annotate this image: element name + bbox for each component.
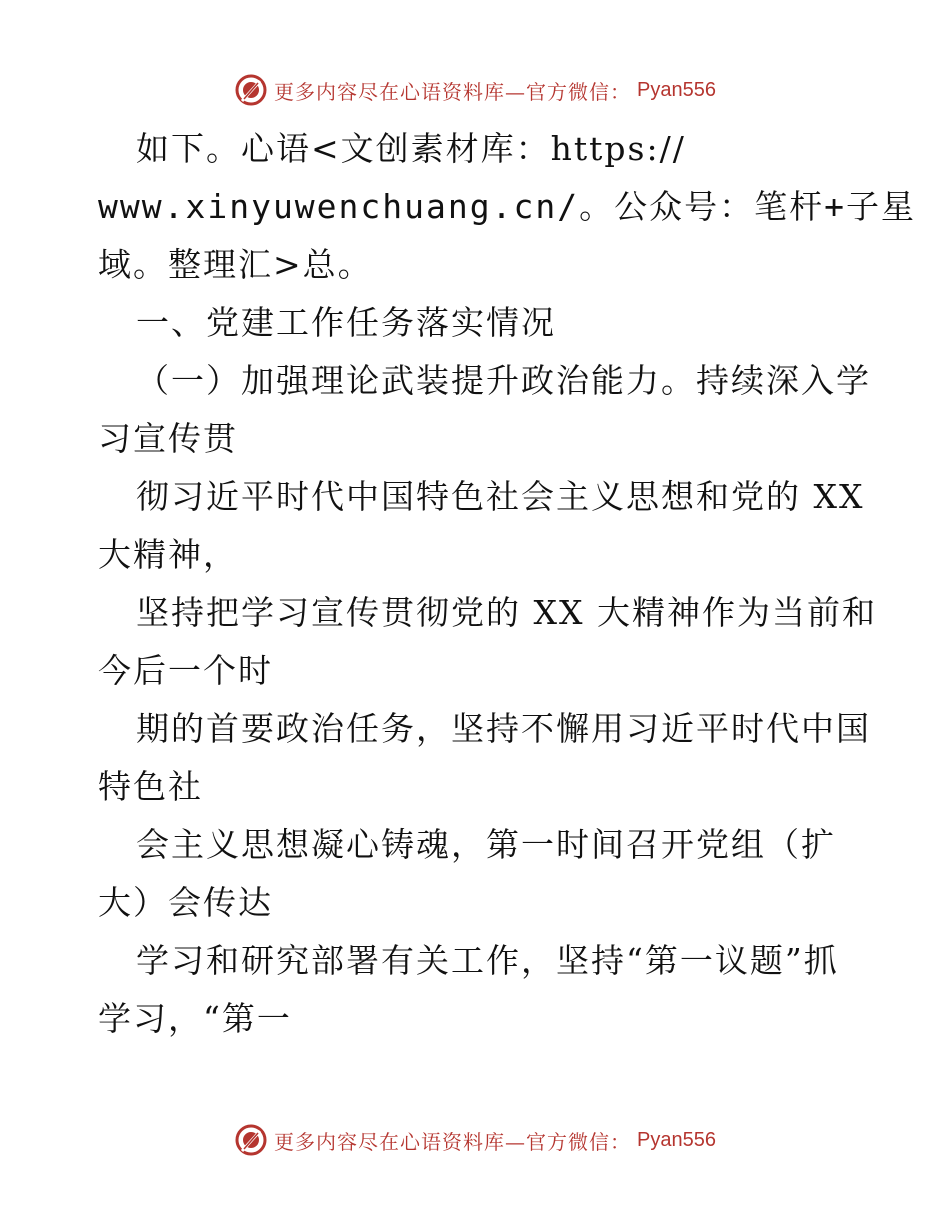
top-watermark-banner xyxy=(0,70,950,110)
section-heading: 一、党建工作任务落实情况 xyxy=(136,303,556,342)
body-line: 域。整理汇>总。 xyxy=(98,245,373,284)
body-line: 特色社 xyxy=(98,767,203,806)
watermark-text: 更多内容尽在心语资料库—官方微信： xyxy=(274,1129,632,1154)
body-line: 如下。心语<文创素材库：https:// xyxy=(136,129,686,168)
body-line: 大）会传达 xyxy=(98,883,273,922)
body-line: 学习和研究部署有关工作，坚持“第一议题”抓 xyxy=(136,941,839,980)
pen-seal-logo-icon xyxy=(234,1123,268,1157)
watermark-contact: Pyan556 xyxy=(637,1128,716,1151)
body-line: （一）加强理论武装提升政治能力。持续深入学 xyxy=(136,361,871,400)
body-line: 坚持把学习宣传贯彻党的 XX 大精神作为当前和 xyxy=(136,593,877,632)
body-line: 期的首要政治任务，坚持不懈用习近平时代中国 xyxy=(136,709,871,748)
body-line: 大精神， xyxy=(98,535,238,574)
body-line: 学习，“第一 xyxy=(98,999,292,1038)
document-body xyxy=(98,120,916,1048)
watermark-contact: Pyan556 xyxy=(637,78,716,101)
body-line: 彻习近平时代中国特色社会主义思想和党的 XX xyxy=(136,477,865,516)
watermark-text: 更多内容尽在心语资料库—官方微信： xyxy=(274,79,632,104)
pen-seal-logo-icon xyxy=(234,73,268,107)
body-line: 习宣传贯 xyxy=(98,419,238,458)
body-line: 会主义思想凝心铸魂，第一时间召开党组（扩 xyxy=(136,825,836,864)
bottom-watermark-banner xyxy=(0,1120,950,1160)
body-line: www.xinyuwenchuang.cn/。公众号：笔杆+子星 xyxy=(98,187,916,226)
body-line: 今后一个时 xyxy=(98,651,273,690)
